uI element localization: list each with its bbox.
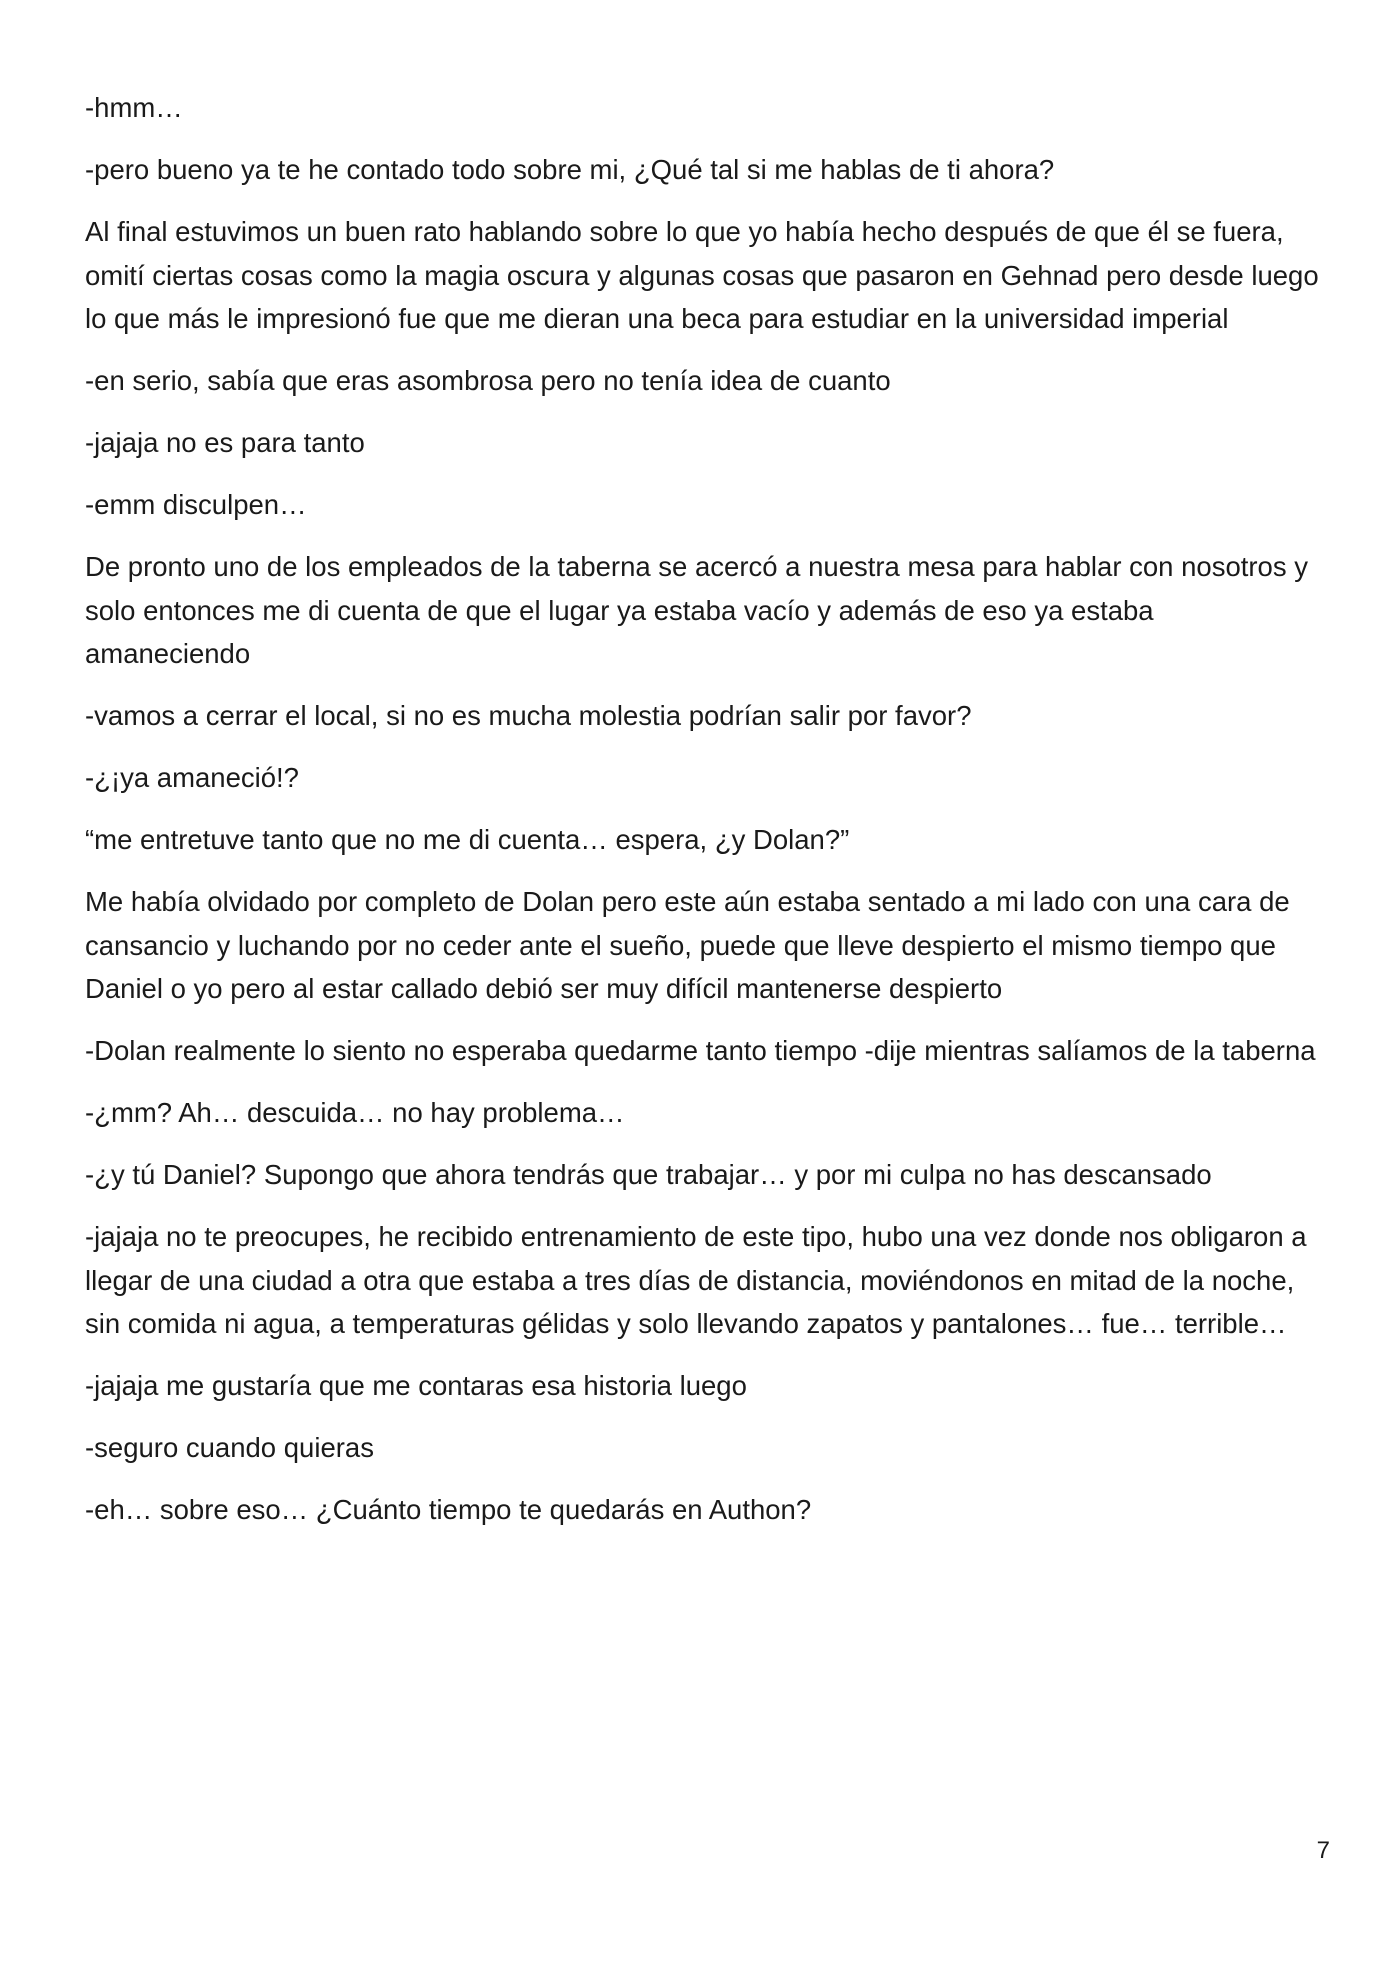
paragraph-18: -eh… sobre eso… ¿Cuánto tiempo te quedarás en Authon? — [85, 1494, 812, 1525]
page-text-body — [85, 86, 1320, 1550]
paragraph-4: -en serio, sabía que eras asombrosa pero no tenía idea de cuanto — [85, 365, 891, 396]
paragraph-3: Al final estuvimos un buen rato hablando sobre lo que yo había hecho después de que él se fuera, omití ciertas cosas como la magia oscura y algunas cosas que pasaron en Gehnad pero desde luego lo que más le impresionó fue que me dieran una beca para estudiar en la universidad imperial — [85, 216, 1319, 334]
paragraph-6: -emm disculpen… — [85, 489, 307, 520]
paragraph-1: -hmm… — [85, 92, 183, 123]
page-number: 7 — [1316, 1837, 1330, 1864]
paragraph-9: -¿¡ya amaneció!? — [85, 762, 299, 793]
paragraph-7: De pronto uno de los empleados de la taberna se acercó a nuestra mesa para hablar con nosotros y solo entonces me di cuenta de que el lugar ya estaba vacío y además de eso ya estaba amaneciendo — [85, 551, 1308, 669]
paragraph-16: -jajaja me gustaría que me contaras esa historia luego — [85, 1370, 747, 1401]
paragraph-14: -¿y tú Daniel? Supongo que ahora tendrás que trabajar… y por mi culpa no has descansado — [85, 1159, 1212, 1190]
paragraph-11: Me había olvidado por completo de Dolan pero este aún estaba sentado a mi lado con una cara de cansancio y luchando por no ceder ante el sueño, puede que lleve despierto el mismo tiempo que Daniel o yo pero al estar callado debió ser muy difícil mantenerse despierto — [85, 886, 1290, 1004]
paragraph-8: -vamos a cerrar el local, si no es mucha molestia podrían salir por favor? — [85, 700, 972, 731]
paragraph-12: -Dolan realmente lo siento no esperaba quedarme tanto tiempo -dije mientras salíamos de la taberna — [85, 1035, 1316, 1066]
paragraph-17: -seguro cuando quieras — [85, 1432, 374, 1463]
paragraph-15: -jajaja no te preocupes, he recibido entrenamiento de este tipo, hubo una vez donde nos obligaron a llegar de una ciudad a otra que estaba a tres días de distancia, moviéndonos en mitad de la noche, sin comida ni agua, a temperaturas gélidas y solo llevando zapatos y pantalones… fue… terrible… — [85, 1221, 1307, 1339]
paragraph-10: “me entretuve tanto que no me di cuenta… espera, ¿y Dolan?” — [85, 824, 850, 855]
paragraph-5: -jajaja no es para tanto — [85, 427, 365, 458]
paragraph-2: -pero bueno ya te he contado todo sobre mi, ¿Qué tal si me hablas de ti ahora? — [85, 154, 1055, 185]
paragraph-13: -¿mm? Ah… descuida… no hay problema… — [85, 1097, 625, 1128]
